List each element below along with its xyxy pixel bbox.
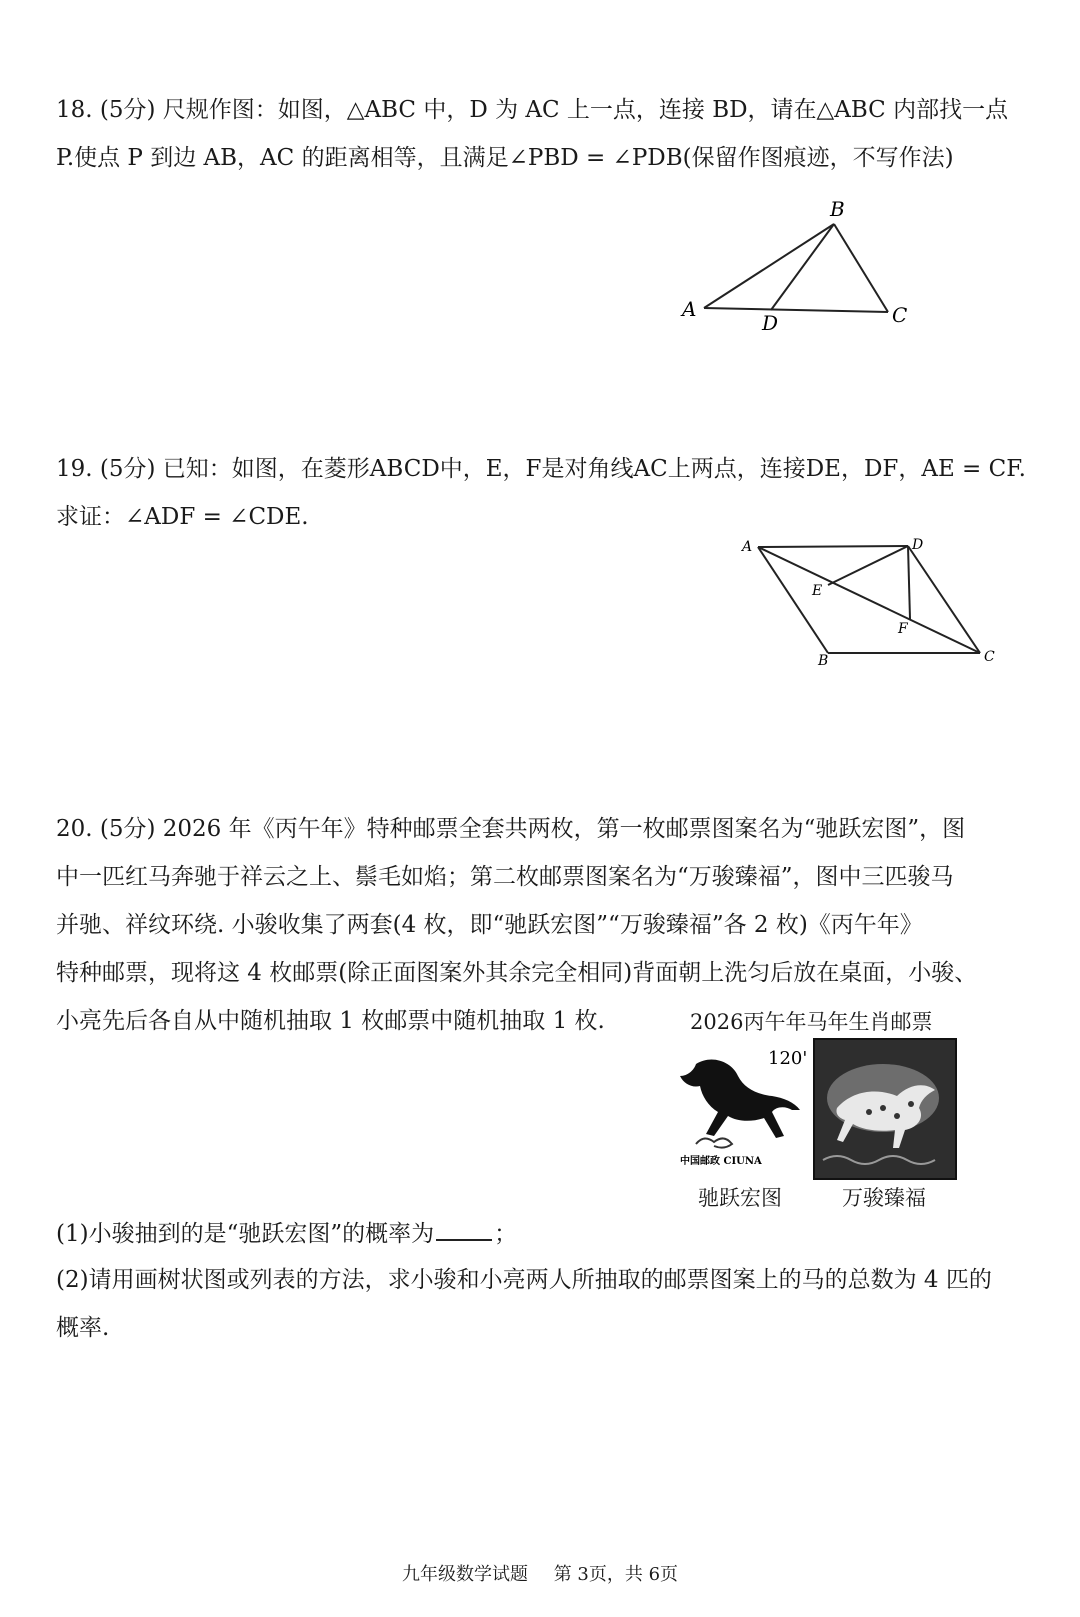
q19-segment-de bbox=[828, 546, 908, 585]
q18-edge-bc bbox=[834, 224, 888, 312]
q20-line-2: 中一匹红马奔驰于祥云之上、鬃毛如焰；第二枚邮票图案名为“万骏臻福”，图中三匹骏马 bbox=[56, 864, 954, 890]
q18-segment-bd bbox=[771, 224, 834, 310]
stamp-1-value: 120' bbox=[768, 1048, 808, 1069]
q20-line-1: 20. (5分) 2026 年《丙午年》特种邮票全套共两枚，第一枚邮票图案名为“驰跃宏图”，图 bbox=[56, 816, 966, 842]
q19-label-f: F bbox=[898, 621, 908, 637]
q19-edge-dc bbox=[908, 546, 980, 653]
q19-label-a: A bbox=[742, 539, 753, 555]
cloud-swirl-icon bbox=[696, 1138, 732, 1147]
q18-label-c: C bbox=[892, 303, 908, 327]
q19-label-d: D bbox=[912, 537, 924, 553]
q20-sub-1 bbox=[56, 1210, 517, 1258]
q18-label-a: A bbox=[682, 297, 697, 321]
q19-segment-df bbox=[908, 546, 910, 619]
q19-label-b: B bbox=[818, 653, 829, 669]
question-19-text bbox=[56, 445, 1026, 541]
question-18-text bbox=[56, 86, 1008, 182]
q20-sub-2-line-2: 概率. bbox=[56, 1315, 110, 1341]
stamp-1-brand: 中国邮政 CIUNA bbox=[680, 1156, 762, 1167]
q19-line-2: 求证：∠ADF = ∠CDE. bbox=[56, 504, 309, 530]
q18-edge-ab bbox=[704, 224, 834, 308]
q18-edge-ac bbox=[704, 308, 888, 312]
q18-line-2: P.使点 P 到边 AB，AC 的距离相等，且满足∠PBD = ∠PDB(保留作图痕迹，不写作法) bbox=[56, 145, 954, 171]
footer-title: 九年级数学试题 bbox=[401, 1564, 528, 1585]
q20-sub-2-line-1: (2)请用画树状图或列表的方法，求小骏和小亮两人所抽取的邮票图案上的马的总数为 4 匹的 bbox=[56, 1267, 992, 1293]
q19-line-1: 19. (5分) 已知：如图，在菱形ABCD中，E，F是对角线AC上两点，连接DE，DF，AE = CF. bbox=[56, 456, 1026, 482]
footer-page-number: 第 3页，共 6页 bbox=[553, 1564, 679, 1585]
q20-sub-1-suffix: ； bbox=[494, 1221, 518, 1247]
stamp-2-image bbox=[813, 1038, 957, 1180]
stamp-title: 2026丙午年马年生肖邮票 bbox=[690, 1010, 933, 1034]
q20-line-5: 小亮先后各自从中随机抽取 1 枚邮票中随机抽取 1 枚. bbox=[56, 1008, 605, 1034]
q19-label-e: E bbox=[812, 583, 823, 599]
q20-line-3: 并驰、祥纹环绕. 小骏收集了两套(4 枚，即“驰跃宏图”“万骏臻福”各 2 枚)《丙午年》 bbox=[56, 912, 923, 938]
q20-sub-1-text: (1)小骏抽到的是“驰跃宏图”的概率为 bbox=[56, 1221, 435, 1247]
q19-label-c: C bbox=[984, 649, 995, 665]
stamp-1-image bbox=[672, 1040, 812, 1176]
q19-rhombus-figure bbox=[738, 533, 1008, 673]
stamp-1-caption: 驰跃宏图 bbox=[698, 1186, 782, 1210]
q18-label-d: D bbox=[762, 311, 779, 335]
q18-label-b: B bbox=[830, 198, 845, 221]
q19-edge-ad bbox=[758, 546, 908, 547]
q20-line-4: 特种邮票，现将这 4 枚邮票(除正面图案外其余完全相同)背面朝上洗匀后放在桌面，小骏、 bbox=[56, 960, 978, 986]
stamp-2-caption: 万骏臻福 bbox=[842, 1186, 926, 1210]
page-footer bbox=[0, 1560, 1080, 1586]
q18-line-1: 18. (5分) 尺规作图：如图，△ABC 中，D 为 AC 上一点，连接 BD，请在△ABC 内部找一点 bbox=[56, 97, 1009, 123]
q18-triangle-figure bbox=[670, 198, 930, 338]
q20-sub-2 bbox=[56, 1256, 992, 1352]
horse-silhouette-icon bbox=[680, 1060, 800, 1138]
answer-blank bbox=[436, 1217, 492, 1241]
q19-diagonal-ac bbox=[758, 547, 980, 653]
